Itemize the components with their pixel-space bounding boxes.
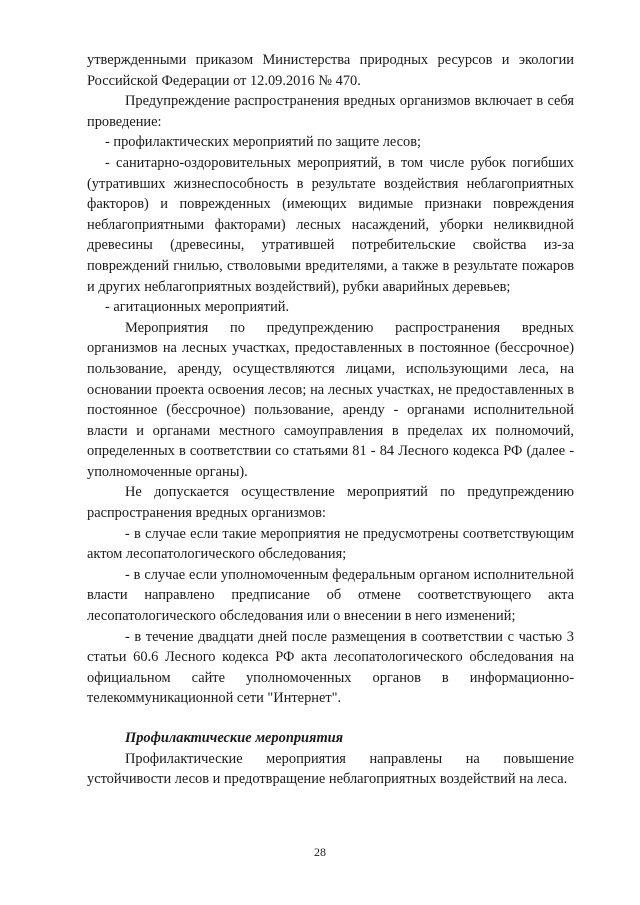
list-item-preventive-measures: - профилактических мероприятий по защите лесов; bbox=[105, 134, 422, 151]
paragraph-preventive-purpose: Профилактические мероприятия направлены на повышение устойчивости лесов и предотвращение неблагоприятных воздействий на леса. bbox=[87, 750, 574, 788]
list-item-cancellation-order: - в случае если уполномоченным федеральным органом исполнительной власти направлено предписание об отмене соответствующего акта лесопатологического обследования или о внесении в него изменений; bbox=[87, 566, 574, 625]
paragraph-prevention-intro: Предупреждение распространения вредных организмов включает в себя проведение: bbox=[87, 93, 574, 130]
page-number: 28 bbox=[314, 845, 326, 859]
paragraph-continuation: утвержденными приказом Министерства природных ресурсов и экологии Российской Федерации от 12.09.2016 № 470. bbox=[87, 52, 574, 89]
document-body bbox=[87, 50, 574, 790]
list-item-sanitary-measures: - санитарно-оздоровительных мероприятий, в том числе рубок погибших (утративших жизнеспособность в результате воздействия неблагоприятных факторов) и поврежденных (имеющих видимые признаки повреждения неблагоприятными факторами) лесных насаждений, уборки неликвидной древесины (древесины, утратившей потребительские свойства из-за повреждений гнилью, стволовыми вредителями, а также в результате пожаров и других неблагоприятных воздействий), рубки аварийных деревьев; bbox=[87, 154, 574, 295]
paragraph-prohibition-intro: Не допускается осуществление мероприятий по предупреждению распространения вредных организмов: bbox=[87, 484, 574, 522]
paragraph-responsible-parties: Мероприятия по предупреждению распространения вредных организмов на лесных участках, предоставленных в постоянное (бессрочное) пользование, аренду, осуществляются лицами, использующими леса, на основании проекта освоения лесов; на лесных участках, не предоставленных в постоянное (бессрочное) пользование, аренду - органами исполнительной власти и органами местного самоуправления в пределах их полномочий, определенных в соответствии со статьями 81 - 84 Лесного кодекса РФ (далее - уполномоченные органы). bbox=[87, 319, 574, 480]
section-heading: Профилактические мероприятия bbox=[125, 730, 344, 746]
list-item-campaign-measures: - агитационных мероприятий. bbox=[105, 299, 290, 316]
list-item-twenty-days: - в течение двадцати дней после размещения в соответствии с частью 3 статьи 60.6 Лесного кодекса РФ акта лесопатологического обследования на официальном сайте уполномоченных органов в информационно-телекоммуникационной сети "Интернет". bbox=[87, 628, 574, 707]
list-item-not-provided: - в случае если такие мероприятия не предусмотрены соответствующим актом лесопатологического обследования; bbox=[87, 525, 574, 563]
